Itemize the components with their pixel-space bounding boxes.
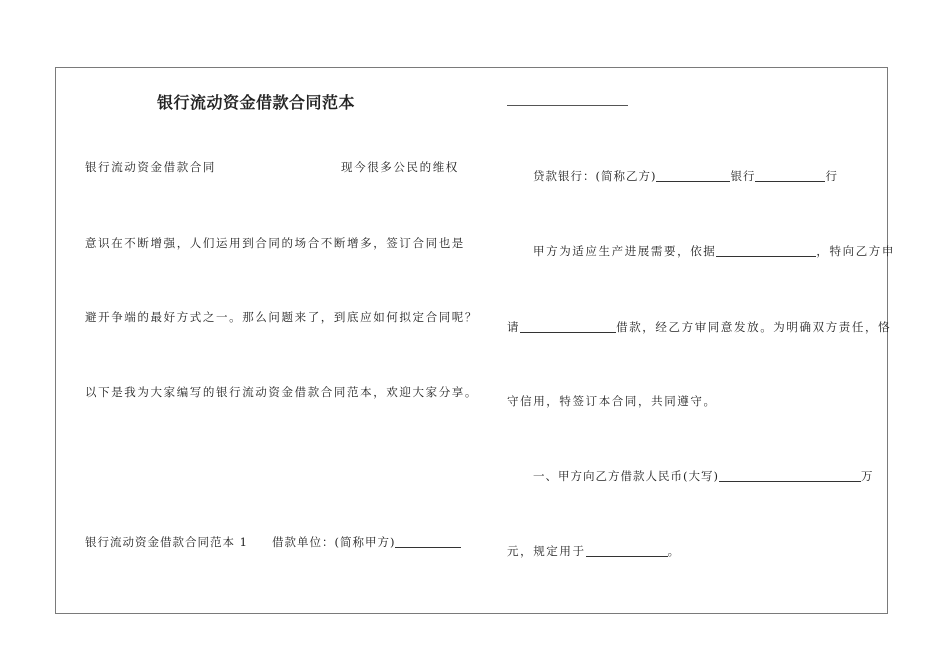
intro-text-line-3: 避开争端的最好方式之一。那么问题来了，到底应如何拟定合同呢？: [85, 310, 478, 324]
lender-label: 贷款银行：(简称乙方): [533, 169, 657, 183]
clause1-text-a: 一、甲方向乙方借款人民币(大写): [533, 469, 719, 483]
document-title: 银行流动资金借款合同范本: [157, 93, 356, 112]
intro-text-line-2: 意识在不断增强，人们运用到合同的场合不断增多，签订合同也是: [85, 236, 465, 250]
intro-text-start: 现今很多公民的维权: [341, 160, 459, 174]
bank-word: 银行: [730, 169, 756, 183]
lender-blank-2: [755, 169, 825, 182]
lender-line: [533, 168, 838, 184]
borrower-line: [272, 534, 461, 550]
para1-text-b: ，特向乙方申: [816, 244, 896, 258]
para1-line-1: [533, 243, 895, 259]
amount-blank: [719, 469, 861, 482]
sample-title: 银行流动资金借款合同范本 1: [85, 535, 248, 549]
para1-text-a: 甲方为适应生产进展需要，依据: [533, 244, 717, 258]
para1-text-d: 借款，经乙方审同意发放。为明确双方责任，恪: [616, 320, 892, 334]
para1-line-3: 守信用，特签订本合同，共同遵守。: [507, 394, 717, 408]
clause1-text-b: 万: [860, 469, 874, 483]
clause1-text-d: 。: [667, 544, 681, 558]
loan-type-blank: [520, 320, 616, 333]
intro-text-line-4: 以下是我为大家编写的银行流动资金借款合同范本，欢迎大家分享。: [85, 385, 478, 399]
para1-line-2: [507, 319, 891, 335]
lender-blank-1: [656, 169, 730, 182]
basis-blank: [716, 244, 816, 257]
borrower-label: 借款单位：(简称甲方): [272, 535, 396, 549]
para1-text-c: 请: [507, 320, 521, 334]
intro-heading: 银行流动资金借款合同: [85, 160, 216, 174]
clause1-line-2: [507, 543, 681, 559]
top-fill-line: [507, 105, 628, 106]
purpose-blank: [586, 544, 668, 557]
clause1-line-1: [533, 468, 873, 484]
clause1-text-c: 元，规定用于: [507, 544, 586, 558]
document-page-frame: [55, 67, 888, 614]
borrower-blank: [395, 535, 461, 548]
branch-word: 行: [825, 169, 838, 183]
